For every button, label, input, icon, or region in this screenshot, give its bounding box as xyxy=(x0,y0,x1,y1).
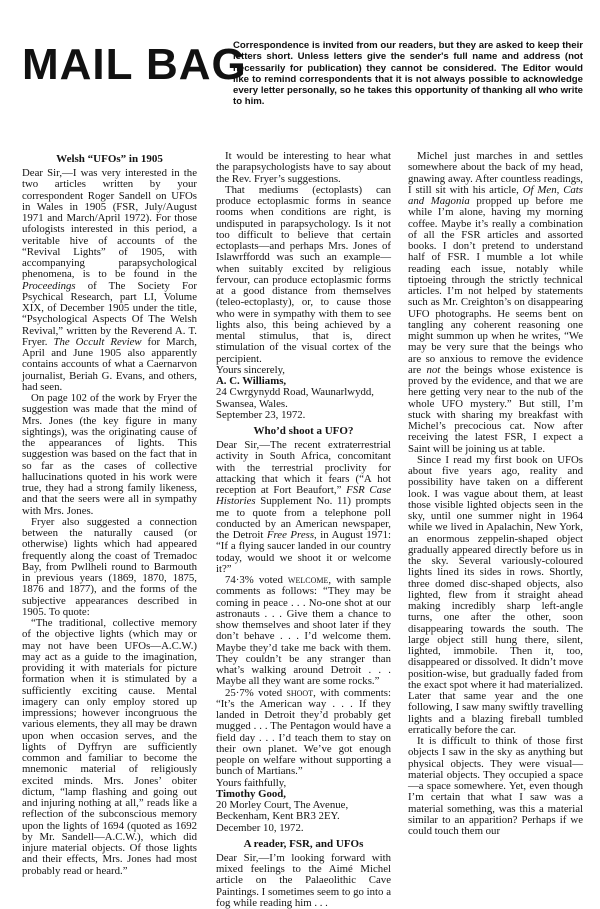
signature-address: Swansea, Wales. xyxy=(216,397,288,410)
letter-heading-welsh-ufos: Welsh “UFOs” in 1905 xyxy=(56,153,163,165)
letter-paragraph: Dear Sir,—The recent extraterrestrial activity in South Africa, concomitant with the terrestrial proclivity for attacking that which it fears (“A hot reception at Fort Beaufort,” FSR Case Histories Supplement No. 11) prompts me to quote from a telephone poll conducted by an American newspaper, the Detroit Free Press, in August 1971: “If a flying saucer landed in our country today, would we shoot it or welcome it?” xyxy=(216,439,391,575)
signature-name: A. C. Williams, xyxy=(216,375,287,387)
page-title: MAIL BAG xyxy=(22,40,247,89)
signature-closing: Yours faithfully, xyxy=(216,776,287,789)
letter-quote: “The traditional, collective memory of the objective lights (which may or may not have been UFOs—A.C.W.) may act as a guide to the imagination, providing it with materials for picture formation when it is stimulated by a sufficiently exciting cause. Mental imagery can only employ stored up impressions; however incongruous the various elements, they all may be drawn upon when occasion serves, and the lights of Dyffryn are sufficiently common and familiar to become the mnemonic material of religiously excited minds. Mrs. Jones’ obiter dictum, “lamp flashing and going out and injuring nothing at all,” reads like a reflection of the subconscious memory upon the lights of 1694 (quoted as 1692 by Mr. Sandell—A.C.W.), which did injure material objects. Of those lights and their effects, Mrs. Jones had most probably read or heard.” xyxy=(22,617,197,877)
column-3 xyxy=(408,151,583,841)
signature-date: September 23, 1972. xyxy=(216,408,306,421)
letter-paragraph: 25·7% voted shoot, with comments: “It’s the American way . . . If they landed in Detroit they’d probably get mugged . . . The Pentagon would have a field day . . . I’d teach them to stay on their own planet. We’ve got enough people on welfare without supporting a bunch of Martians.” xyxy=(216,686,392,778)
signature-address: Beckenham, Kent BR3 2EY. xyxy=(216,810,340,823)
letter-paragraph: It is difficult to think of those first objects I saw in the sky as anything but physical objects. They were visual—material objects. They occupied a space—a space somewhere. Yet, even though I’m certain that what I saw was a material something, was this a material similar to an apparition? Perhaps if we could touch them our xyxy=(408,735,583,837)
editor-notice: Correspondence is invited from our readers, but they are asked to keep their letters short. Unless letters give the sender's full name and address (not necessarily for publication) they cannot be considered. The Editor would like to remind correspondents that it is not always possible to acknowledge every letter personally, so he takes this opportunity of thanking all who write to him. xyxy=(233,40,583,108)
column-1 xyxy=(22,151,197,877)
letter-paragraph: On page 102 of the work by Fryer the suggestion was made that the mind of Mrs. Jones (the key figure in many sightings), was the originating cause of the appearances of lights. This suggestion was based on the fact that in so far as the cases of collective hallucinations quoted in his work were true, they had a strong family likeness, and that the seers were all in sympathy with Mrs. Jones. xyxy=(22,392,197,517)
letter-paragraph: It would be interesting to hear what the parapsychologists have to say about the Rev. Fryer’s suggestions. xyxy=(216,150,391,185)
letter-paragraph: Dear Sir,—I was very interested in the two articles written by your correspondent Roger Sandell on UFOs in Wales in 1905 (FSR, July/August 1971 and March/April 1972). For those ufologists interested in this period, a veritable hive of accounts of the “Revival Lights” of 1905, with accompanying parapsychological phenomena, is to be found in the Proceedings of The Society For Psychical Research, part LI, Volume XIX, of December 1905 under the title, “Psychological Aspects Of The Welsh Revival,” written by the Reverend A. T. Fryer. The Occult Review for March, April and June 1905 also apparently contains accounts of what a Caernarvon journalist, Beriah G. Evans, and others, had seen. xyxy=(22,167,197,393)
letter-paragraph: Since I read my first book on UFOs about five years ago, reality and possibility have taken on a different look. I was vague about them, at least those visible lighted objects seen in the sky, until one summer night in 1964 while we lived in Apalachin, New York, an enormous zeppelin-shaped object gradually appeared directly before us in the sky. Several variously-coloured lights lined its sides in rows. Shortly, three domed disc-shaped objects, also lighted, flew from it straight ahead making incredibly sharp left-angle turns, one after the other, soon disappearing towards the south. The large object still hung there, silent, lighted, immobile. Then it, too, disappeared or dissolved. It didn’t move position-wise, but gradually faded from the exact spot where it had materialized. Later that same year and the one following, I saw many swiftly travelling lights and a blazing fireball tumbled erratically before the car. xyxy=(408,453,583,736)
letter-paragraph: Michel just marches in and settles somewhere about the back of my head, gnawing away. After countless readings, I still sit with his article, Of Men, Cats and Magonia propped up before me while I’m alone, having my morning coffee. Maybe it’s really a combination of all the FSR articles and assorted books. I don’t pretend to understand half of FSR. I mumble a lot while reading each issue, notably while tiptoeing through the strictly technical articles. I’m not helped by statements such as Mr. Creighton’s on disappearing UFO photographs. He seems bent on tangling any coherent reasoning one might summon up when he writes, “We may be very sure that the beings who are so anxious to remove the evidence are not the beings whose existence is proved by the evidence, and that we are here getting very near to the nub of the whole UFO mystery.” But still, I’m stuck with sharing my breakfast with Michel’s precocious cat. Now after receiving the latest FSR, I expect a Saint will be joining us at table. xyxy=(408,150,583,455)
signature-name: Timothy Good, xyxy=(216,787,286,800)
signature-date: December 10, 1972. xyxy=(216,821,304,834)
letter-heading-shoot-ufo: Who’d shoot a UFO? xyxy=(253,425,354,437)
signature-address: 20 Morley Court, The Avenue, xyxy=(216,799,349,811)
letter-paragraph: Dear Sir,—I’m looking forward with mixed feelings to the Aimé Michel article on the Palaeolithic Cave Paintings. I sometimes seem to go into a fog while reading him . . . xyxy=(216,851,391,909)
letter-paragraph: That mediums (ectoplasts) can produce ectoplasmic forms in seance rooms when conditions are right, is undisputed in parapsychology. Is it not too difficult to believe that certain ectoplasts—and perhaps Mrs. Jones of Islawrffordd was such an example—when suitably excited by religious fervour, can produce ectoplasmic forms at a good distance from themselves (teleo-ectoplasty), or, to cause those who were in sympathy with them to see lights also, this being achieved by a mental stimulus, that is, direct stimulation of the visual cortex of the percipient. xyxy=(216,183,391,365)
letter-paragraph: 74·3% voted welcome, with sample comments as follows: “They may be coming in peace . . . No-one shot at our astronauts . . . Give them a chance to show themselves and shoot later if they don’t behave . . . I’d welcome them. Maybe they’d take me back with them. They couldn’t be any stranger than what’s walking around Detroit . . . Maybe all they want are some rocks.” xyxy=(216,574,391,688)
signature-address: 24 Cwrgynydd Road, Waunarlwydd, xyxy=(216,386,374,399)
column-2 xyxy=(216,150,392,909)
letter-paragraph: Fryer also suggested a connection between the naturally caused (or otherwise) lights which had appeared frequently along the coast of Tremadoc Bay, from Pwllheli round to Barmouth in previous years (1869, 1870, 1875, 1876 and 1877), and the forms of the subjective appearances described in 1905. To quote: xyxy=(22,515,197,618)
signature-closing: Yours sincerely, xyxy=(216,363,285,376)
letter-heading-reader-fsr: A reader, FSR, and UFOs xyxy=(243,837,364,850)
